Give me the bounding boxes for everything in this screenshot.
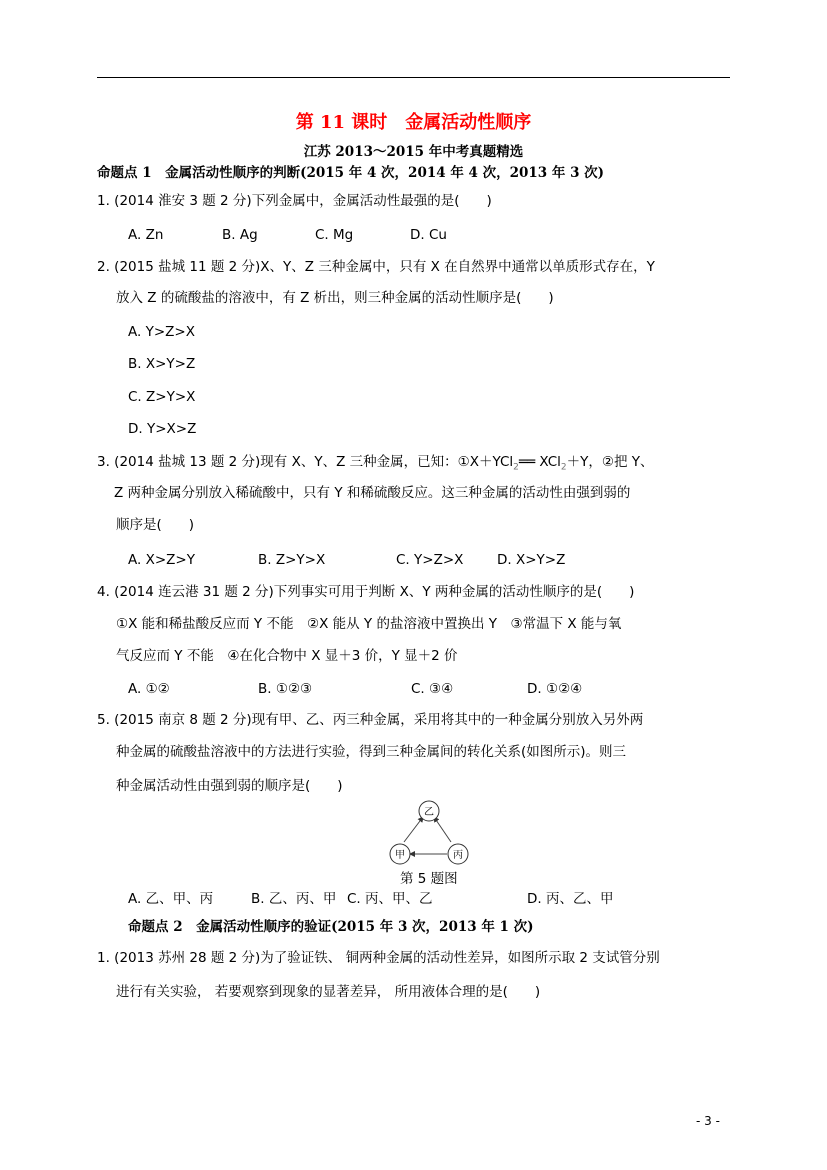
text: 3. (2014 盐城 13 题 2 分)现有 X、Y、Z 三种金属，已知：①X＋YCl	[97, 454, 514, 470]
question-2-stem: 2. (2015 盐城 11 题 2 分)X、Y、Z 三种金属中，只有 X 在自然界中通常以单质形式存在，Y	[97, 259, 655, 275]
option: D. 丙、乙、甲	[527, 891, 614, 907]
section-heading-2: 命题点 2 金属活动性顺序的验证(2015 年 3 次，2013 年 1 次)	[128, 919, 534, 935]
option: C. Mg	[315, 227, 354, 243]
option: D. X>Y>Z	[497, 552, 566, 568]
option: B. ①②③	[258, 681, 313, 697]
question-2-stem: 放入 Z 的硫酸盐的溶液中，有 Z 析出，则三种金属的活动性顺序是( )	[116, 290, 554, 306]
option: D. Cu	[410, 227, 447, 243]
option: B. X>Y>Z	[128, 356, 196, 372]
subscript: 2	[560, 462, 567, 473]
subscript: 2	[513, 462, 519, 473]
option: A. Y>Z>X	[128, 324, 195, 340]
option: C. ③④	[411, 681, 454, 697]
question-1-stem: 1. (2014 淮安 3 题 2 分)下列金属中，金属活动性最强的是( )	[97, 193, 492, 209]
option: C. 丙、甲、乙	[347, 891, 433, 907]
text: ＋Y，②把 Y、	[566, 454, 654, 470]
subtitle: 江苏 2013～2015 年中考真题精选	[303, 144, 524, 160]
question-5-stem: 种金属活动性由强到弱的顺序是( )	[116, 778, 343, 794]
figure-caption: 第 5 题图	[400, 871, 458, 887]
question-4-stem: 4. (2014 连云港 31 题 2 分)下列事实可用于判断 X、Y 两种金属的活动性顺序的是( )	[97, 584, 635, 600]
question-3-stem	[97, 453, 654, 477]
option: A. ①②	[128, 681, 170, 697]
option: B. Ag	[222, 227, 258, 243]
arrow-jia-to-yi	[404, 817, 423, 842]
option: B. Z>Y>X	[258, 552, 326, 568]
option: B. 乙、丙、甲	[251, 891, 337, 907]
text: ══ XCl	[518, 454, 561, 470]
arrow-bing-to-yi	[434, 817, 451, 842]
option: A. 乙、甲、丙	[128, 891, 214, 907]
header-rule	[97, 77, 730, 78]
page-number: - 3 -	[696, 1114, 720, 1128]
option: D. Y>X>Z	[128, 421, 197, 437]
question-4-stem: ①X 能和稀盐酸反应而 Y 不能 ②X 能从 Y 的盐溶液中置换出 Y ③常温下 X 能与氧	[116, 616, 622, 632]
option: C. Y>Z>X	[396, 552, 464, 568]
page-title: 第 11 课时 金属活动性顺序	[295, 112, 532, 133]
node-label: 甲	[395, 850, 405, 861]
option: D. ①②④	[527, 681, 583, 697]
option: C. Z>Y>X	[128, 389, 196, 405]
question-6-stem: 1. (2013 苏州 28 题 2 分)为了验证铁、 铜两种金属的活动性差异，如图所示取 2 支试管分别	[97, 950, 660, 966]
question-6-stem: 进行有关实验， 若要观察到现象的显著差异， 所用液体合理的是( )	[116, 984, 541, 1000]
node-label: 乙	[424, 807, 434, 818]
section-heading-1: 命题点 1 金属活动性顺序的判断(2015 年 4 次，2014 年 4 次，2013 年 3 次)	[97, 165, 605, 181]
question-4-stem: 气反应而 Y 不能 ④在化合物中 X 显＋3 价，Y 显＋2 价	[116, 648, 458, 664]
question-5-stem: 种金属的硫酸盐溶液中的方法进行实验，得到三种金属间的转化关系(如图所示)。则三	[116, 744, 627, 760]
option: A. X>Z>Y	[128, 552, 195, 568]
node-label: 丙	[453, 850, 463, 861]
question-3-stem: 顺序是( )	[116, 517, 195, 533]
question-5-stem: 5. (2015 南京 8 题 2 分)现有甲、乙、丙三种金属，采用将其中的一种金属分别放入另外两	[97, 712, 644, 728]
question-3-stem: Z 两种金属分别放入稀硫酸中，只有 Y 和稀硫酸反应。这三种金属的活动性由强到弱的	[114, 485, 631, 501]
metal-conversion-diagram	[380, 800, 480, 870]
option: A. Zn	[128, 227, 164, 243]
